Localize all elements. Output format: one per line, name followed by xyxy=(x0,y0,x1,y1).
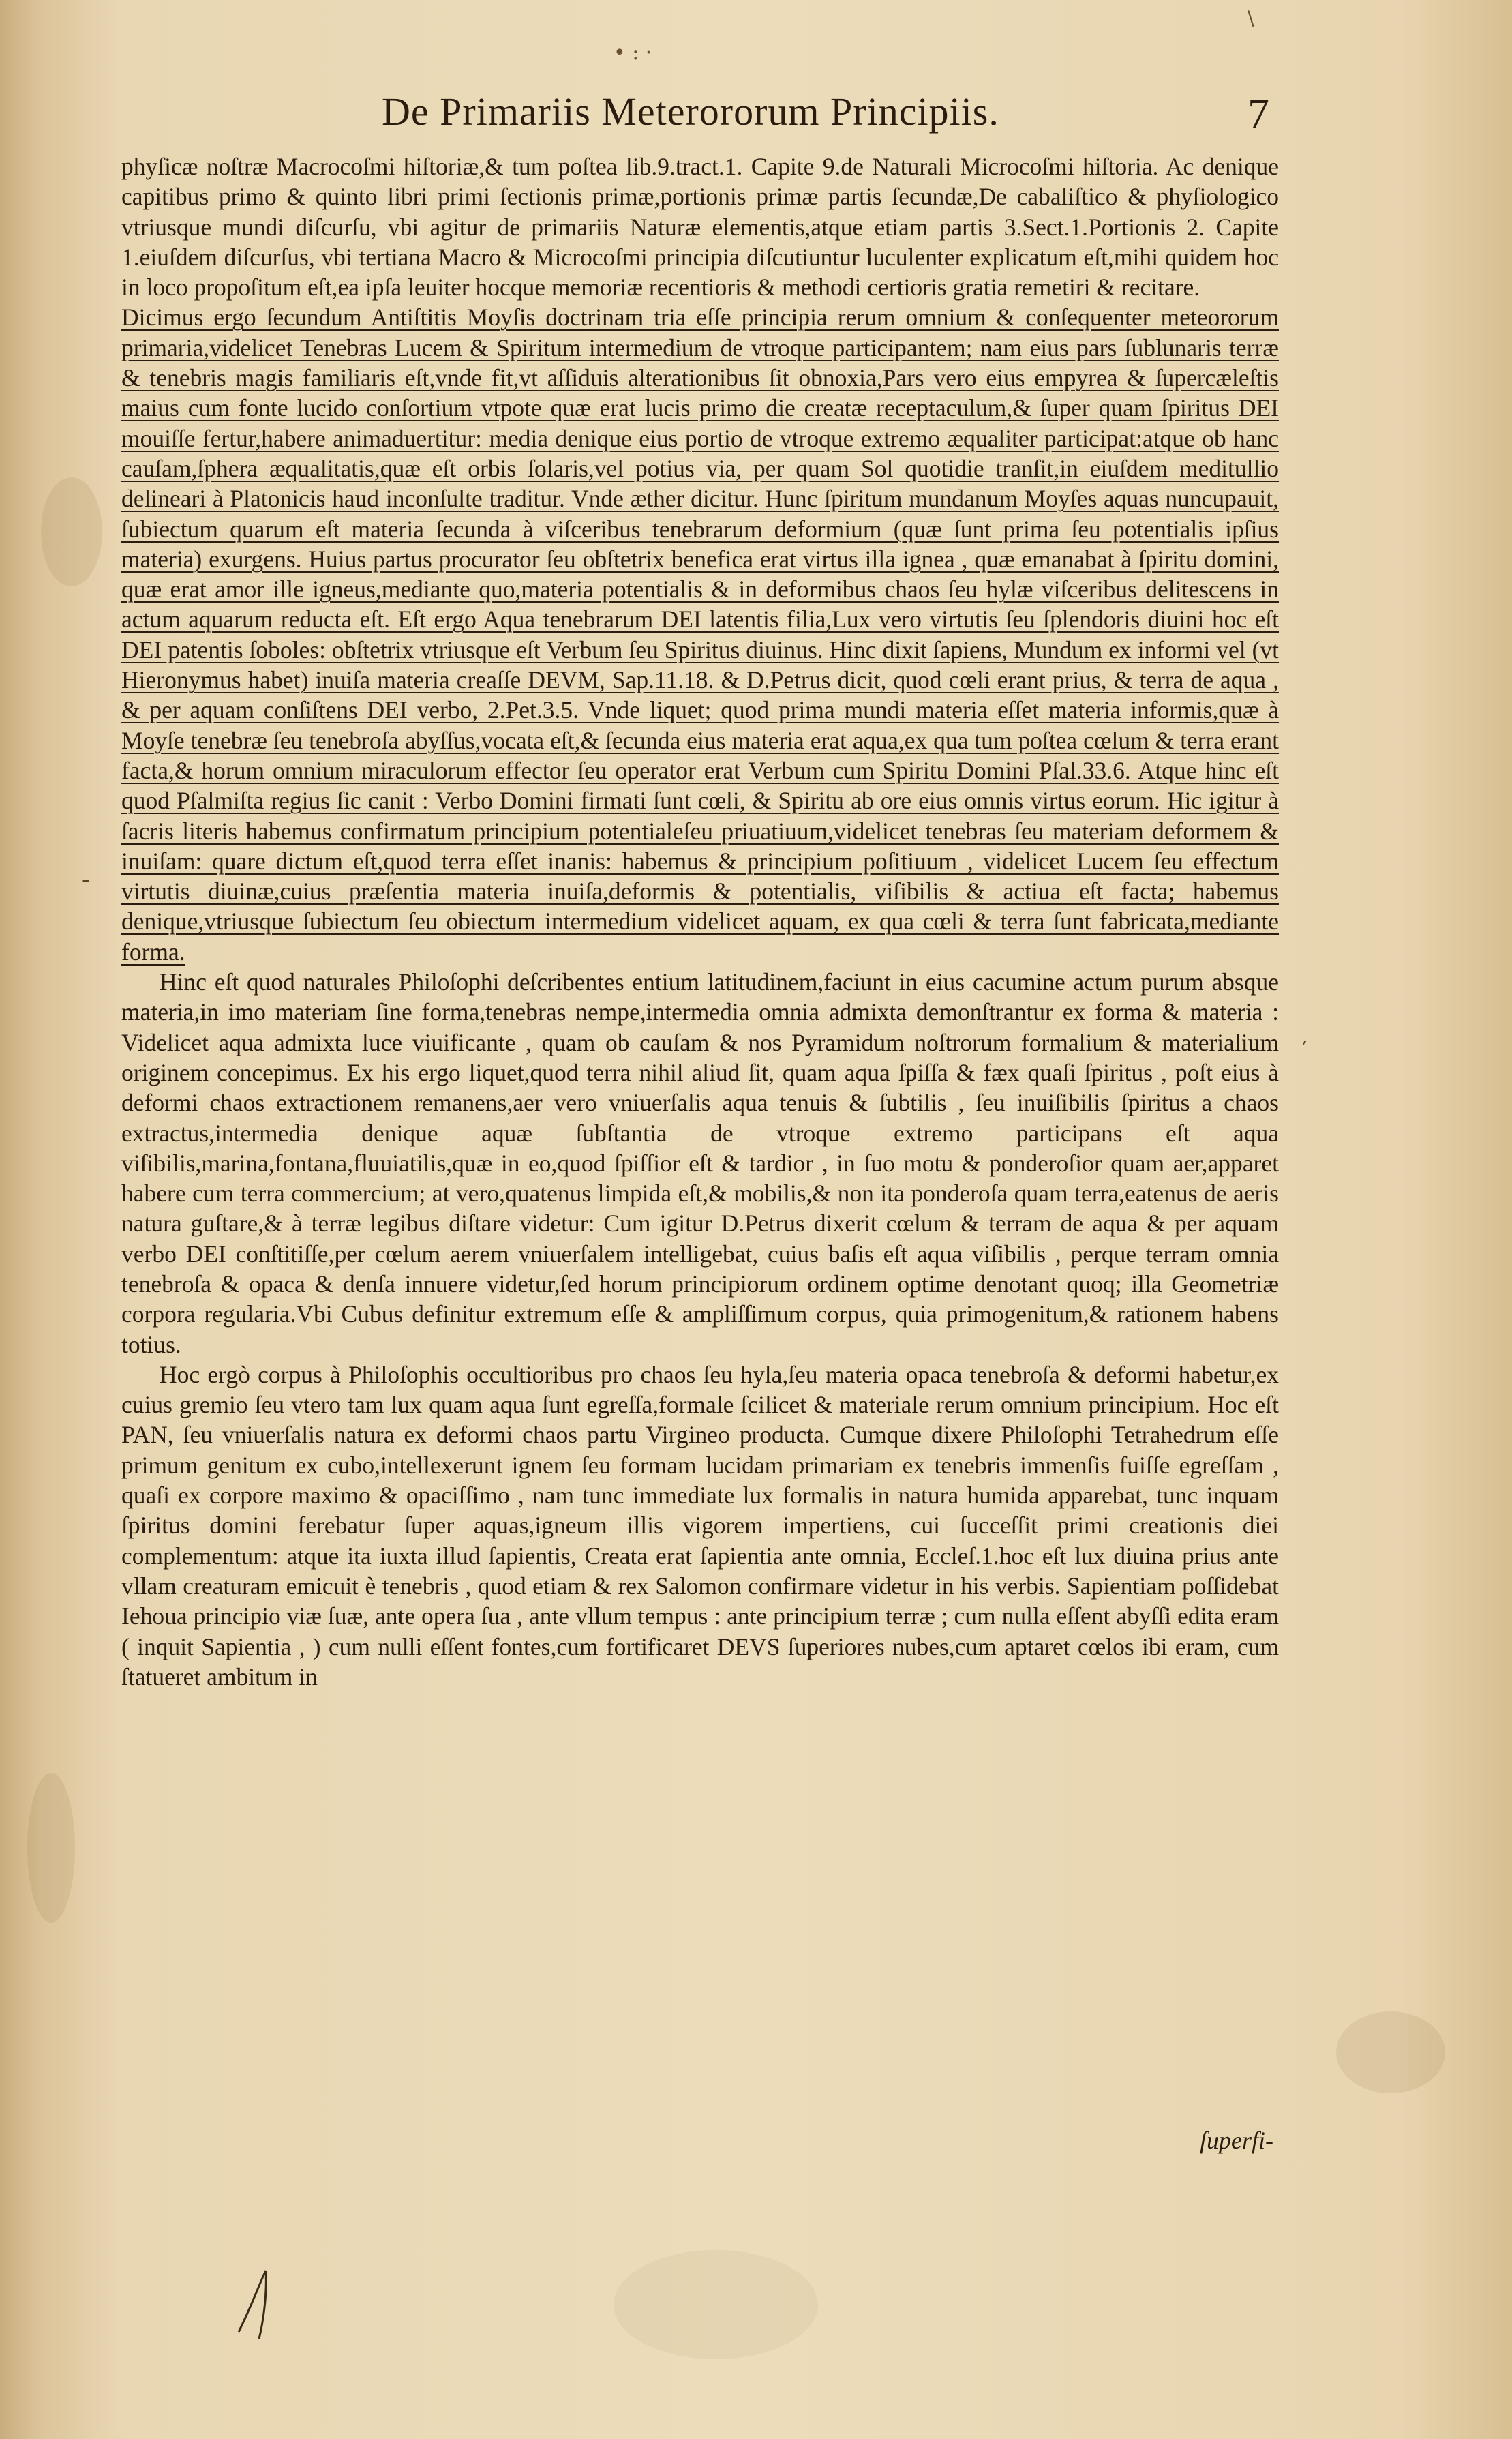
paper-stain xyxy=(1336,2011,1445,2093)
page-number: 7 xyxy=(1248,89,1269,138)
paragraph-4: Hoc ergò corpus à Philoſophis occultioribus pro chaos ſeu hyla,ſeu materia opaca tenebroſa & deformi habetur,ex cuius gremio ſeu vtero tam lux quam aqua ſunt egreſſa,formale ſcilicet & materiale rerum omnium principium. Hoc eſt PAN, ſeu vniuerſalis natura ex deformi chaos partu Virgineo producta. Cumque dixere Philoſophi Tetrahedrum eſſe primum genitum ex cubo,intellexerunt ignem ſeu formam lucidam primariam ex tenebris immenſis fuiſſe egreſſam , quaſi ex corpore maximo & opaciſſimo , nam tunc immediate lux formalis in natura humida apparebat, tunc inquam ſpiritus domini ferebatur ſuper aquas,igneum illis vigorem impertiens, cui ſucceſſit primi creationis diei complementum: atque ita iuxta illud ſapientis, Creata erat ſapientia ante omnia, Eccleſ.1.hoc eſt lux diuina prius ante vllam creaturam emicuit è tenebris , quod etiam & rex Salomon confirmare videtur in his verbis. Sapientiam poſſidebat Iehoua principio viæ ſuæ, ante opera ſua , ante vllum tempus : ante principium terræ ; cum nulla eſſent abyſſi edita eram ( inquit Sapientia , ) cum nulli eſſent fontes,cum fortificaret DEVS ſuperiores nubes,cum aptaret cœlos ibi eram, cum ſtatueret ambitum in xyxy=(121,1360,1279,1690)
body-text xyxy=(121,151,1279,1692)
paragraph-1: phyſicæ noſtræ Macrocoſmi hiſtoriæ,& tum poſtea lib.9.tract.1. Capite 9.de Naturali Microcoſmi hiſtoria. Ac denique capitibus primo & quinto libri primi ſectionis primæ,portionis primæ partis ſecundæ,De cabaliſtico & phyſiologico vtriusque mundi diſcurſu, vbi agitur de primariis Naturæ elementis,atque etiam partis 3.Sect.1.Portionis 2. Capite 1.eiuſdem diſcurſus, vbi tertiana Macro & Microcoſmi principia diſcutiuntur luculenter explicatum eſt,mihi quidem hoc in loco propoſitum eſt,ea ipſa leuiter hocque memoriæ recentioris & methodi certioris gratia remetiri & recitare. xyxy=(121,153,1279,301)
paragraph-2: Dicimus ergo ſecundum Antiſtitis Moyſis doctrinam tria eſſe principia rerum omnium & conſequenter meteororum primaria,videlicet Tenebras Lucem & Spiritum intermedium de vtroque participantem; nam eius pars ſublunaris terræ & tenebris magis familiaris eſt,vnde fit,vt aſſiduis alterationibus ſit obnoxia,Pars vero eius empyrea & ſupercæleſtis maius cum fonte lucido conſortium vtpote quæ erat lucis primo die creatæ receptaculum,& ſuper quam ſpiritus DEI mouiſſe fertur,habere animaduertitur: media denique eius portio de vtroque extremo æqualiter participat:atque ob hanc cauſam,ſphera æqualitatis,quæ eſt orbis ſolaris,vel potius via, per quam Sol quotidie tranſit,in eiuſdem meditullio delineari à Platonicis haud inconſulte traditur. Vnde æther dicitur. Hunc ſpiritum mundanum Moyſes aquas nuncupauit, ſubiectum quarum eſt materia ſecunda à viſceribus tenebrarum deformium (quæ ſunt prima ſeu potentialis ipſius materia) exurgens. Huius partus procurator ſeu obſtetrix benefica erat virtus illa ignea , quæ emanabat à ſpiritu domini, quæ erat amor ille igneus,mediante quo,materia potentialis & in deformibus chaos ſeu hylæ viſceribus delitescens in actum aquarum reducta eſt. Eſt ergo Aqua tenebrarum DEI latentis filia,Lux vero virtutis ſeu ſplendoris diuini hoc eſt DEI patentis ſoboles: obſtetrix vtriusque eſt Verbum ſeu Spiritus diuinus. Hinc dixit ſapiens, Mundum ex informi vel (vt Hieronymus habet) inuiſa materia creaſſe DEVM, Sap.11.18. & D.Petrus dicit, quod cœli erant prius, & terra de aqua , & per aquam conſiſtens DEI verbo, 2.Pet.3.5. Vnde liquet; quod prima mundi materia eſſet materia informis,quæ à Moyſe tenebræ ſeu tenebroſa abyſſus,vocata eſt,& ſecunda eius materia erat aqua,ex qua tum poſtea cœlum & terra erant facta,& horum omnium miraculorum effector ſeu operator erat Verbum cum Spiritu Domini Pſal.33.6. Atque hinc eſt quod Pſalmiſta regius ſic canit : Verbo Domini firmati ſunt cœli, & Spiritu ab ore eius omnis virtus eorum. Hic igitur à ſacris literis habemus confirmatum principium potentialeſeu priuatiuum,videlicet tenebras ſeu materiam deformem & inuiſam: quare dictum eſt,quod terra eſſet inanis: habemus & principium poſitiuum , videlicet Lucem ſeu effectum virtutis diuinæ,cuius præſentia materia inuiſa,deformis & potentialis, viſibilis & actiua eſt facta; habemus denique,vtriusque ſubiectum ſeu obiectum intermedium videlicet aquam, ex qua cœli & terra ſunt fabricata,mediante forma. xyxy=(121,303,1279,966)
margin-mark-right: ′ xyxy=(1302,1036,1307,1064)
running-title: De Primariis Meterororum Principiis. xyxy=(382,89,999,134)
paragraph-3: Hinc eſt quod naturales Philoſophi deſcribentes entium latitudinem,faciunt in eius cacumine actum purum absque materia,in imo materiam ſine forma,tenebras nempe,intermedia omnia admixta demonſtrantur ex forma & materia : Videlicet aqua admixta luce viuificante , quam ob cauſam & nos Pyramidum noſtrorum formalium & materialium originem concepimus. Ex his ergo liquet,quod terra nihil aliud ſit, quam aqua ſpiſſa & fæx quaſi ſpiritus , poſt eius à deformi chaos extractionem remanens,aer vero vniuerſalis aqua tenuis & ſubtilis , ſeu inuiſibilis ſpiritus a chaos extractus,intermedia denique aquæ ſubſtantia de vtroque extremo participans eſt aqua viſibilis,marina,fontana,fluuiatilis,quæ in eo,quod ſpiſſior eſt & tardior , in ſuo motu & ponderoſior quam aer,apparet habere cum terra commercium; at vero,quatenus limpida eſt,& mobilis,& non ita ponderoſa quam terra,eatenus de aeris natura guſtare,& à terræ legibus diſtare videtur: Cum igitur D.Petrus dixerit cœlum & terram de aqua & per aquam verbo DEI conſtitiſſe,per cœlum aerem vniuerſalem intelligebat, cuius baſis eſt aqua viſibilis , perque terram omnia tenebroſa & opaca & denſa innuere videtur,ſed horum principiorum ordinem optime denotant quoq; illa Geometriæ corpora regularia.Vbi Cubus definitur extremum eſſe & ampliſſimum corpus, quia primogenitum,& rationem habens totius. xyxy=(121,968,1279,1358)
pen-scrawl xyxy=(225,2264,334,2346)
paper-stain xyxy=(41,477,102,586)
corner-mark: \ xyxy=(1248,7,1255,31)
catchword: ſuperfi- xyxy=(1200,2127,1273,2154)
paper-stain xyxy=(614,2250,818,2359)
header-ornament: • : · xyxy=(614,41,652,65)
paper-stain xyxy=(27,1773,75,1923)
margin-mark-left: ‑ xyxy=(82,866,90,893)
page-header xyxy=(0,7,1512,143)
